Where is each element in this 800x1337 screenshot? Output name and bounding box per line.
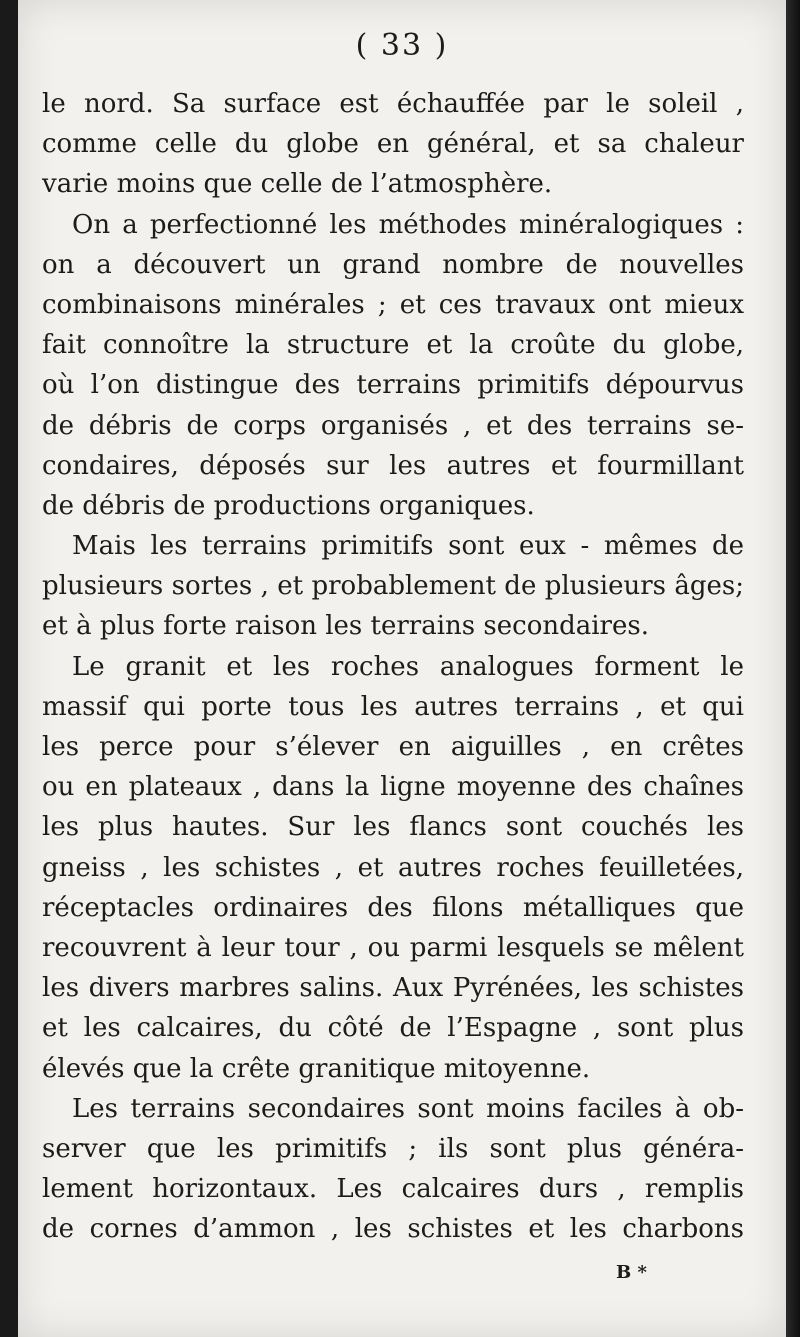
text-line: les perce pour s’élever en aiguilles , en crêtes: [42, 732, 744, 762]
text-line: combinaisons minérales ; et ces travaux ont mieux: [42, 289, 744, 320]
text-line: le nord. Sa surface est échauffée par le soleil ,: [42, 89, 744, 119]
text-line: de cornes d’ammon , les schistes et les charbons: [42, 1214, 744, 1245]
text-line: varie moins que celle de l’atmosphère.: [42, 169, 553, 200]
text-line: les divers marbres salins. Aux Pyrénées, les schistes: [42, 973, 744, 1004]
page-number: ( 33 ): [355, 28, 449, 63]
page-edge-shadow: [786, 0, 800, 1337]
text-line: on a découvert un grand nombre de nouvelles: [42, 249, 744, 280]
text-line: lement horizontaux. Les calcaires durs , remplis: [42, 1174, 744, 1205]
paragraph: [42, 1089, 744, 1250]
text-line: condaires, déposés sur les autres et fourmillant: [42, 450, 744, 481]
paragraph: [42, 526, 744, 647]
text-line: recouvrent à leur tour , ou parmi lesquels se mêlent: [42, 932, 744, 963]
text-line: plusieurs sortes , et probablement de plusieurs âges;: [42, 571, 744, 602]
text-line: et à plus forte raison les terrains secondaires.: [42, 611, 649, 642]
text-line: massif qui porte tous les autres terrains , et qui: [42, 691, 744, 722]
text-line: de débris de productions organiques.: [42, 490, 535, 521]
text-line: ou en plateaux , dans la ligne moyenne des chaînes: [42, 772, 744, 803]
text-line: de débris de corps organisés , et des terrains se-: [42, 410, 744, 441]
paragraph: [42, 205, 744, 527]
paragraph: [42, 84, 744, 205]
text-line: où l’on distingue des terrains primitifs dépourvus: [42, 370, 744, 401]
text-line: fait connoître la structure et la croûte du globe,: [42, 330, 744, 361]
book-page: [18, 0, 786, 1337]
text-line: les plus hautes. Sur les flancs sont couchés les: [42, 812, 744, 843]
text-line: server que les primitifs ; ils sont plus généra-: [42, 1133, 744, 1164]
text-body: [42, 84, 744, 1249]
paragraph: [42, 647, 744, 1089]
text-line: Le granit et les roches analogues forment le: [72, 651, 744, 682]
signature-mark: B *: [616, 1262, 647, 1283]
text-line: et les calcaires, du côté de l’Espagne , sont plus: [42, 1013, 744, 1044]
text-line: élevés que la crête granitique mitoyenne.: [42, 1053, 591, 1084]
text-line: Les terrains secondaires sont moins faciles à ob-: [72, 1093, 744, 1124]
text-line: gneiss , les schistes , et autres roches feuilletées,: [42, 852, 744, 883]
text-line: comme celle du globe en général, et sa chaleur: [42, 129, 744, 160]
text-line: réceptacles ordinaires des filons métalliques que: [42, 892, 744, 923]
text-line: Mais les terrains primitifs sont eux - mêmes de: [72, 531, 744, 562]
text-line: On a perfectionné les méthodes minéralogiques :: [72, 209, 744, 240]
